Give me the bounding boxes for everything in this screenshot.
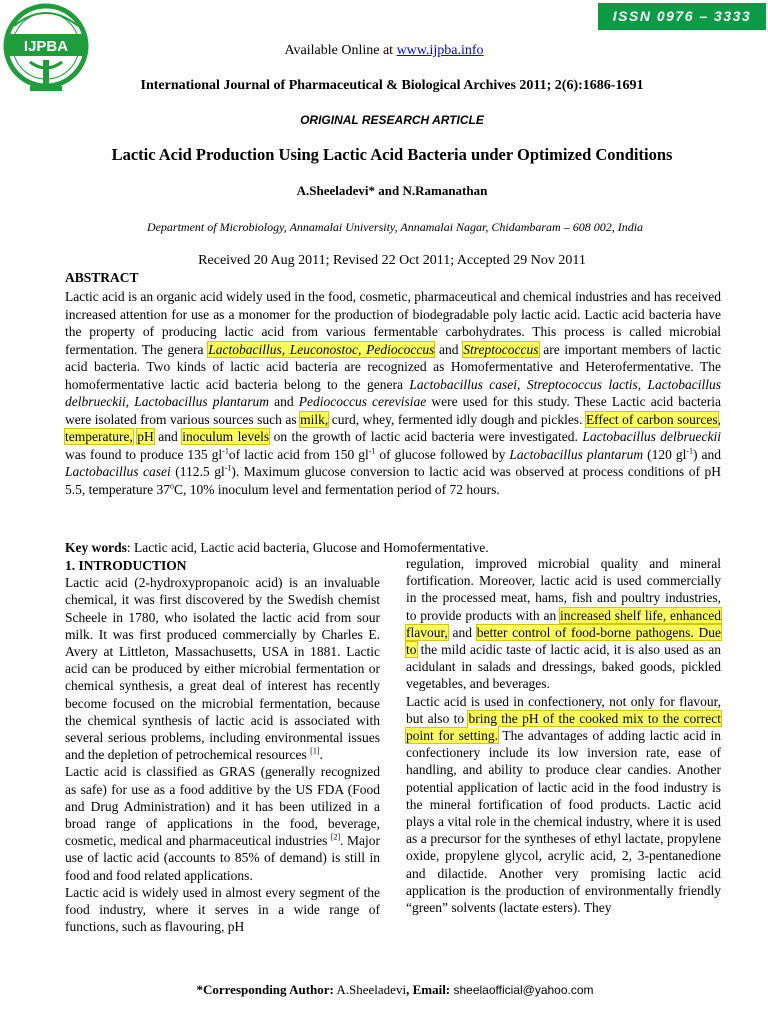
- section-heading-introduction: 1. INTRODUCTION: [65, 558, 187, 573]
- abstract-text: Lactic acid is an organic acid widely used in the food, cosmetic, pharmaceutical and chemical industries and has received increased attention for use as a monomer for the production of biodegradable poly lactic acid. Lactic acid bacteria have the property of producing lactic acid from various fermentable carbohydrates. This process is called microbial fermentation. The genera Lactobacillus, Leuconostoc, Pediococcus and Streptococcus are important members of lactic acid bacteria. Two kinds of lactic acid bacteria are recognized as Homofermentative and Heterofermentative. The homofermentative lactic acid bacteria belong to the genera Lactobacillus casei, Streptococcus lactis, Lactobacillus delbrueckii, Lactobacillus plantarum and Pediococcus cerevisiae were used for this study. These Lactic acid bacteria were isolated from various sources such as milk, curd, whey, fermented idly dough and pickles. Effect of carbon sources, temperature, pH and inoculum levels on the growth of lactic acid bacteria were investigated. Lactobacillus delbrueckii was found to produce 135 $gl^{-1}of$ lactic acid from 150 $gl^{-1}$ of glucose followed by Lactobacillus plantarum (120 $gl^{-1}$) and Lactobacillus casei (112.5 $gl^{-1}$). Maximum glucose conversion to lactic acid was observed at process conditions of pH 5.5, temperature 37$^o$C, 10% inoculum level and fermentation period of 72 hours.: [65, 289, 722, 497]
- intro-right-column: [406, 555, 721, 916]
- intro-paragraph-1: Lactic acid (2-hydroxypropanoic acid) is an invaluable chemical, it was first discovered by the Swedish chemist Scheele in 1780, who isolated the lactic acid from sour milk. It was first produced commercially by Charles E. Avery at Littleton, Massachusetts, USA in 1881. Lactic acid can be produced by either microbial fermentation or chemical synthesis, a great deal of interest has recently become focused on the microbial fermentation, because the chemical synthesis of lactic acid is associated with several serious problems, including environmental issues and the depletion of petrochemical resources [1].: [65, 575, 380, 763]
- abstract-heading: ABSTRACT: [65, 270, 139, 285]
- article-authors: A.Sheeladevi* and N.Ramanathan: [296, 183, 488, 198]
- intro-paragraph-5: Lactic acid is used in confectionery, not only for flavour, but also to bring the pH of the cooked mix to the correct point for setting. The advantages of adding lactic acid in confectionery include its low inversion rate, ease of handling, and ability to produce clear candies. Another potential application of lactic acid in the food industry is the mineral fortification of food products. Lactic acid plays a vital role in the chemical industry, where it is used as a precursor for the syntheses of ethyl lactate, propylene oxide, propylene glycol, acrylic acid, 2, 3-pentanedione and dilactide. Another very promising lactic acid application is the production of environmentally friendly “green” solvents (lactate esters). They: [406, 693, 721, 916]
- available-online-line: Available Online at www.ijpba.info: [284, 43, 484, 58]
- article-type: ORIGINAL RESEARCH ARTICLE: [300, 113, 484, 127]
- intro-paragraph-4: regulation, improved microbial quality and mineral fortification. Moreover, lactic acid is used commercially in the processed meat, hams, fish and poultry industries, to provide products with an increased shelf life, enhanced flavour, and better control of food-borne pathogens. Due to the mild acidic taste of lactic acid, it is also used as an acidulant in salads and dressings, baked goods, pickled vegetables, and beverages.: [406, 556, 721, 692]
- journal-website-link[interactable]: www.ijpba.info: [396, 43, 484, 58]
- svg-text:IJPBA: IJPBA: [23, 38, 69, 55]
- intro-left-column: [65, 557, 380, 935]
- article-title: Lactic Acid Production Using Lactic Acid Bacteria under Optimized Conditions: [111, 145, 673, 164]
- issn-banner: ISSN 0976 – 3333: [598, 3, 766, 30]
- intro-paragraph-3: Lactic acid is widely used in almost every segment of the food industry, where it serves in a wide range of functions, such as flavouring, pH: [65, 884, 380, 935]
- intro-paragraph-2: Lactic acid is classified as GRAS (generally recognized as safe) for use as a food additive by the US FDA (Food and Drug Administration) and it has been utilized in a broad range of applications in the food, beverage, cosmetic, medical and pharmaceutical industries [2]. Major use of lactic acid (accounts to 85% of demand) is still in food and food related applications.: [65, 764, 380, 883]
- corresponding-author: *Corresponding Author: A.Sheeladevi, Email: sheelaofficial@yahoo.com: [196, 982, 594, 997]
- journal-citation: International Journal of Pharmaceutical & Biological Archives 2011; 2(6):1686-1691: [140, 78, 644, 93]
- article-dates: Received 20 Aug 2011; Revised 22 Oct 2011; Accepted 29 Nov 2011: [198, 253, 586, 268]
- author-affiliation: Department of Microbiology, Annamalai University, Annamalai Nagar, Chidambaram – 608 002, India: [146, 220, 644, 234]
- keywords-line: Key words: Lactic acid, Lactic acid bacteria, Glucose and Homofermentative.: [65, 540, 489, 555]
- author-email[interactable]: sheelaofficial@yahoo.com: [450, 983, 594, 997]
